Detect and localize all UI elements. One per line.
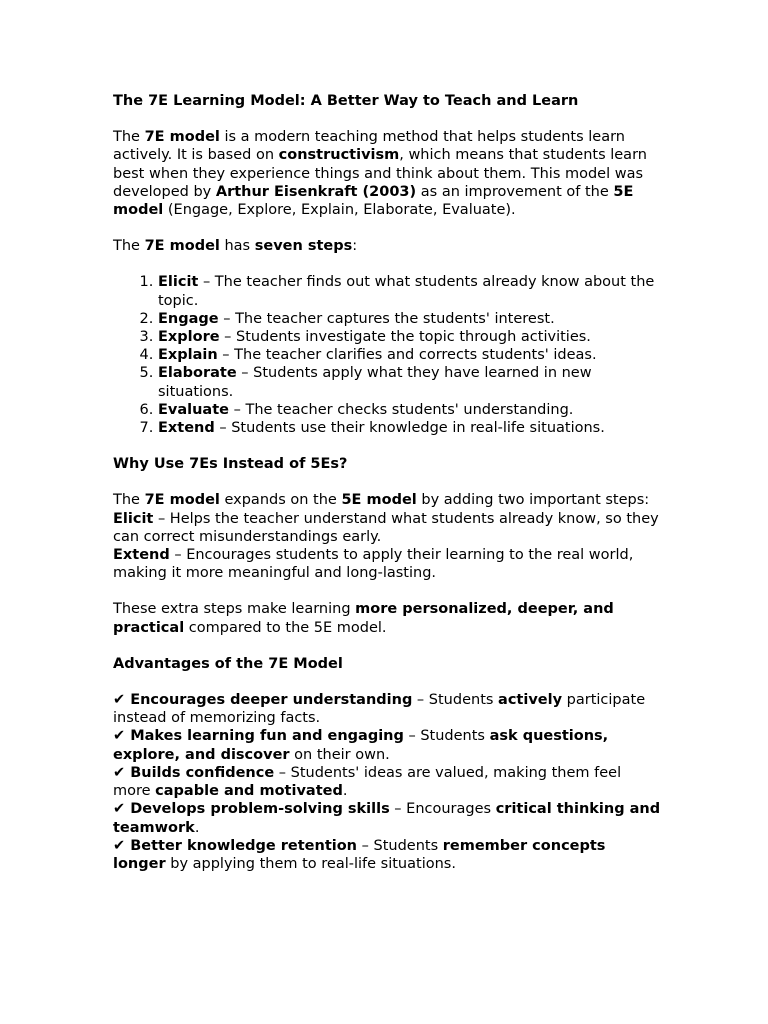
advantage-item: ✔ Encourages deeper understanding – Students actively participate instead of memorizing facts. [113, 692, 646, 727]
list-item: 3. Explore – Students investigate the topic through activities. [158, 328, 661, 346]
advantage-item: ✔ Makes learning fun and engaging – Students ask questions, explore, and discover on their own. [113, 728, 609, 763]
document-body [113, 92, 661, 873]
extra-paragraph: These extra steps make learning more personalized, deeper, and practical compared to the 5E model. [113, 601, 614, 636]
why-paragraph: The 7E model expands on the 5E model by adding two important steps: [113, 492, 650, 509]
list-item: 4. Explain – The teacher clarifies and corrects students' ideas. [158, 346, 661, 364]
intro-paragraph: The 7E model is a modern teaching method that helps students learn actively. It is based on constructivism, which means that students learn best when they experience things and think about them. This model was developed by Arthur Eisenkraft (2003) as an improvement of the 5E model (Engage, Explore, Explain, Elaborate, Evaluate). [113, 129, 647, 219]
advantages-heading: Advantages of the 7E Model [113, 655, 343, 672]
why-heading: Why Use 7Es Instead of 5Es? [113, 456, 348, 473]
steps-list [113, 273, 661, 437]
list-item: 6. Evaluate – The teacher checks students' understanding. [158, 401, 661, 419]
list-item: 5. Elaborate – Students apply what they have learned in new situations. [158, 364, 661, 400]
list-item: 2. Engage – The teacher captures the students' interest. [158, 310, 661, 328]
list-item: 1. Elicit – The teacher finds out what students already know about the topic. [158, 273, 661, 309]
document-title: The 7E Learning Model: A Better Way to Teach and Learn [113, 93, 579, 109]
steps-intro: The 7E model has seven steps: [113, 238, 358, 255]
advantage-item: ✔ Better knowledge retention – Students remember concepts longer by applying them to real-life situations. [113, 837, 606, 872]
advantage-item: ✔ Develops problem-solving skills – Encourages critical thinking and teamwork. [113, 801, 661, 836]
list-item: 7. Extend – Students use their knowledge in real-life situations. [158, 419, 661, 437]
advantage-item: ✔ Builds confidence – Students' ideas are valued, making them feel more capable and motivated. [113, 764, 622, 800]
why-extend: Extend – Encourages students to apply their learning to the real world, making it more meaningful and long-lasting. [113, 547, 634, 582]
why-elicit: Elicit – Helps the teacher understand what students already know, so they can correct misunderstandings early. [113, 510, 659, 545]
